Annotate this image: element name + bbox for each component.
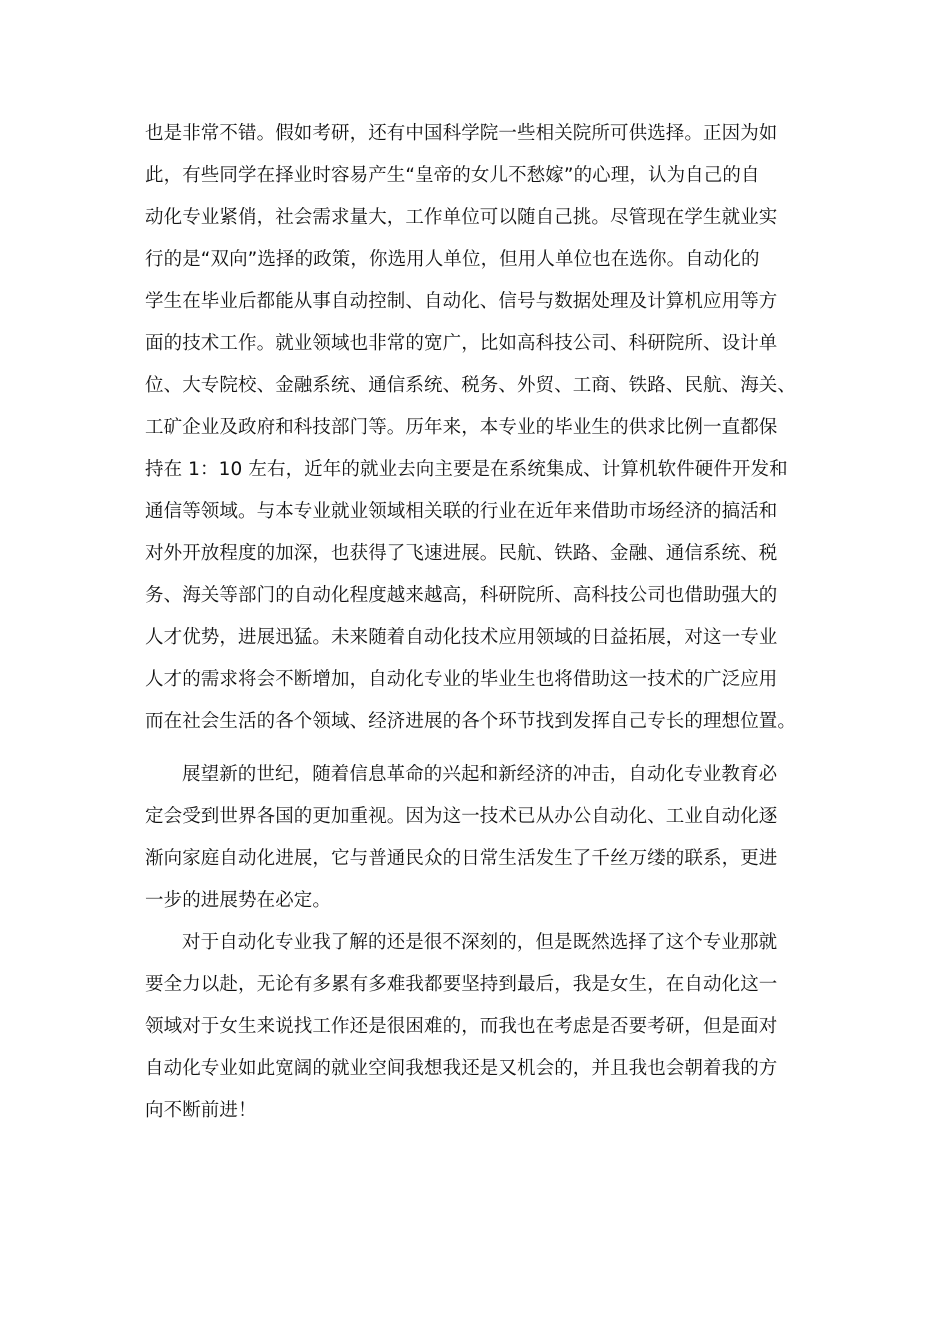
text-line: 人才优势，进展迅猛。未来随着自动化技术应用领域的日益拓展，对这一专业 [145,627,778,648]
text-line: 此，有些同学在择业时容易产生“皇帝的女儿不愁嫁”的心理，认为自己的自 [145,165,760,186]
text-line: 工矿企业及政府和科技部门等。历年来，本专业的毕业生的供求比例一直都保 [145,417,778,438]
text-line: 对外开放程度的加深，也获得了飞速进展。民航、铁路、金融、通信系统、税 [145,543,778,564]
text-line: 持在 1：10 左右，近年的就业去向主要是在系统集成、计算机软件硬件开发和 [145,459,788,480]
text-line: 渐向家庭自动化进展，它与普通民众的日常生活发生了千丝万缕的联系，更进 [145,848,778,869]
text-line: 定会受到世界各国的更加重视。因为这一技术已从办公自动化、工业自动化逐 [145,806,778,827]
text-line: 务、海关等部门的自动化程度越来越高，科研院所、高科技公司也借助强大的 [145,585,778,606]
text-line: 人才的需求将会不断增加，自动化专业的毕业生也将借助这一技术的广泛应用 [145,669,778,690]
text-line: 要全力以赴，无论有多累有多难我都要坚持到最后，我是女生，在自动化这一 [145,974,778,995]
text-line: 自动化专业如此宽阔的就业空间我想我还是又机会的，并且我也会朝着我的方 [145,1058,778,1079]
text-line: 面的技术工作。就业领域也非常的宽广，比如高科技公司、科研院所、设计单 [145,333,778,354]
text-line: 向不断前进！ [145,1100,257,1121]
text-line: 也是非常不错。假如考研，还有中国科学院一些相关院所可供选择。正因为如 [145,123,778,144]
text-line: 通信等领域。与本专业就业领域相关联的行业在近年来借助市场经济的搞活和 [145,501,778,522]
text-line: 展望新的世纪，随着信息革命的兴起和新经济的冲击，自动化专业教育必 [182,764,778,785]
text-line: 位、大专院校、金融系统、通信系统、税务、外贸、工商、铁路、民航、海关、 [145,375,797,396]
text-line: 学生在毕业后都能从事自动控制、自动化、信号与数据处理及计算机应用等方 [145,291,778,312]
text-line: 行的是“双向”选择的政策，你选用人单位，但用人单位也在选你。自动化的 [145,249,760,270]
text-line: 而在社会生活的各个领域、经济进展的各个环节找到发挥自己专长的理想位置。 [145,711,797,732]
text-line: 对于自动化专业我了解的还是很不深刻的，但是既然选择了这个专业那就 [182,932,778,953]
text-line: 一步的进展势在必定。 [145,890,332,911]
text-line: 领域对于女生来说找工作还是很困难的，而我也在考虑是否要考研，但是面对 [145,1016,778,1037]
text-line: 动化专业紧俏，社会需求量大，工作单位可以随自己挑。尽管现在学生就业实 [145,207,778,228]
